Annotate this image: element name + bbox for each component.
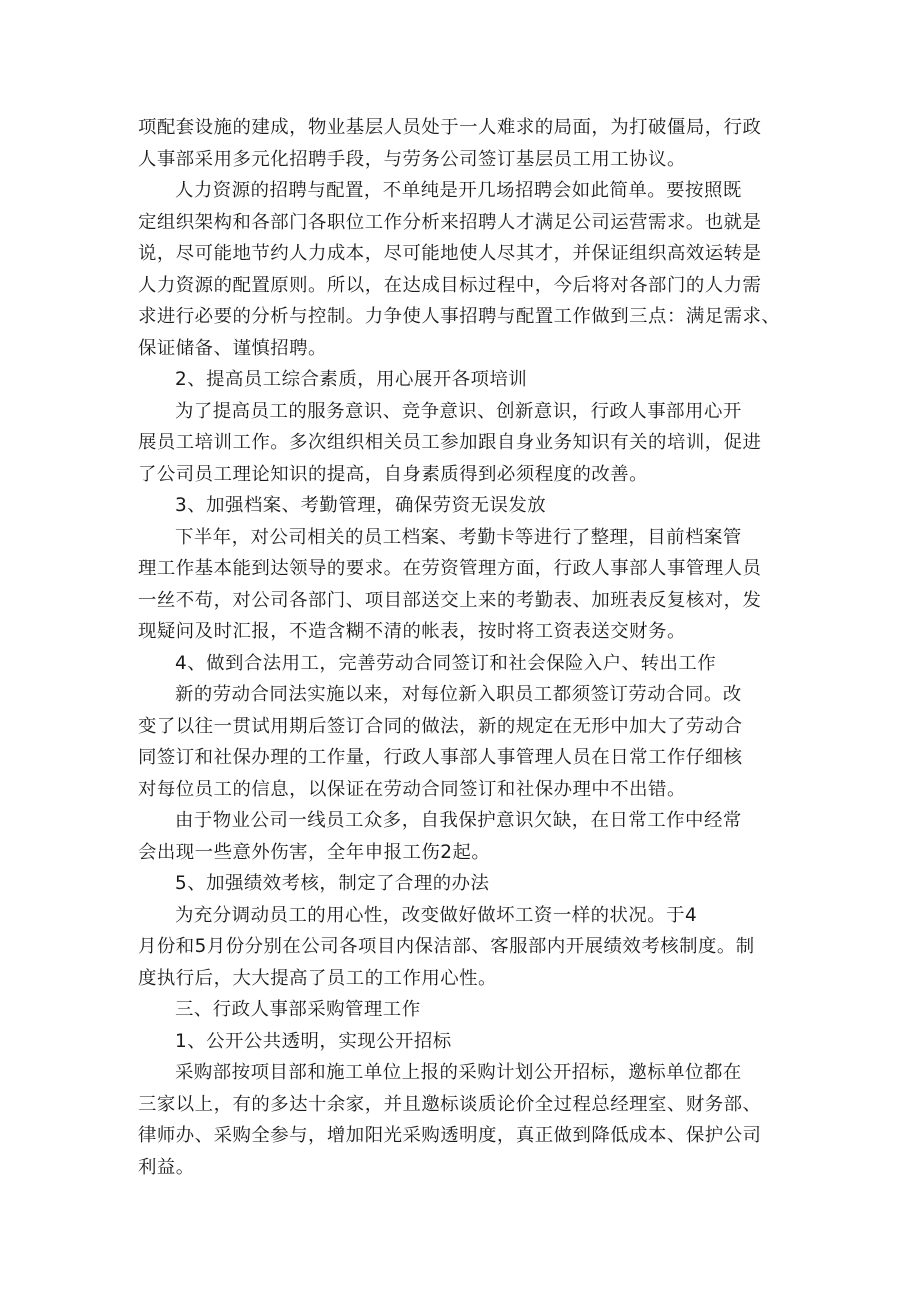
paragraph-line: 理工作基本能到达领导的要求。在劳资管理方面，行政人事部人事管理人员 — [138, 558, 762, 579]
paragraph-line: 了公司员工理论知识的提高，自身素质得到必须程度的改善。 — [138, 463, 649, 485]
paragraph — [138, 900, 790, 995]
paragraph — [138, 522, 790, 648]
paragraph — [138, 1057, 790, 1183]
section-heading: 三、行政人事部采购管理工作 — [175, 999, 421, 1020]
paragraph-line: 律师办、采购全参与，增加阳光采购透明度，真正做到降低成本、保护公司 — [138, 1125, 762, 1146]
paragraph-line: 下半年，对公司相关的员工档案、考勤卡等进行了整理，目前档案管 — [175, 526, 742, 548]
paragraph-line: 人事部采用多元化招聘手段，与劳务公司签订基层员工用工协议。 — [138, 148, 686, 170]
section-heading: 5、加强绩效考核，制定了合理的办法 — [175, 873, 490, 894]
paragraph-line: 求进行必要的分析与控制。力争使人事招聘与配置工作做到三点：满足需求、 — [138, 306, 781, 327]
paragraph-line: 采购部按项目部和施工单位上报的采购计划公开招标，邀标单位都在 — [175, 1062, 742, 1083]
paragraph-line: 由于物业公司一线员工众多，自我保护意识欠缺，在日常工作中经常 — [175, 810, 742, 831]
paragraph-line: 现疑问及时汇报，不造含糊不清的帐表，按时将工资表送交财务。 — [138, 621, 686, 642]
paragraph — [138, 396, 790, 491]
paragraph-line: 度执行后，大大提高了员工的工作用心性。 — [138, 967, 497, 989]
paragraph-line: 同签订和社保办理的工作量，行政人事部人事管理人员在日常工作仔细核 — [138, 747, 743, 768]
document-body — [138, 112, 790, 1183]
paragraph-line: 一丝不苟，对公司各部门、项目部送交上来的考勤表、加班表反复核对，发 — [138, 589, 762, 611]
paragraph-line: 变了以往一贯试用期后签订合同的做法，新的规定在无形中加大了劳动合 — [138, 715, 743, 737]
section-heading: 2、提高员工综合素质，用心展开各项培训 — [175, 369, 528, 390]
paragraph — [138, 112, 790, 175]
paragraph-line: 人力资源的配置原则。所以，在达成目标过程中，今后将对各部门的人力需 — [138, 274, 762, 296]
section-heading: 3、加强档案、考勤管理，确保劳资无误发放 — [175, 495, 547, 516]
paragraph-line: 展员工培训工作。多次组织相关员工参加跟自身业务知识有关的培训，促进 — [138, 432, 762, 453]
paragraph-line: 三家以上，有的多达十余家，并且邀标谈质论价全过程总经理室、财务部、 — [138, 1093, 762, 1115]
paragraph-line: 说，尽可能地节约人力成本，尽可能地使人尽其才，并保证组织高效运转是 — [138, 243, 762, 264]
paragraph-line: 保证储备、谨慎招聘。 — [138, 337, 327, 359]
paragraph-line: 为充分调动员工的用心性，改变做好做坏工资一样的状况。于4 — [175, 904, 698, 926]
paragraph-line: 项配套设施的建成，物业基层人员处于一人难求的局面，为打破僵局，行政 — [138, 117, 762, 138]
paragraph-line: 月份和5月份分别在公司各项目内保洁部、客服部内开展绩效考核制度。制 — [138, 936, 755, 957]
paragraph-line: 新的劳动合同法实施以来，对每位新入职员工都须签订劳动合同。改 — [175, 684, 742, 705]
paragraph — [138, 679, 790, 805]
paragraph-line: 会出现一些意外伤害，全年申报工伤2起。 — [138, 841, 491, 863]
paragraph-line: 人力资源的招聘与配置，不单纯是开几场招聘会如此简单。要按照既 — [175, 180, 742, 201]
section-heading: 1、公开公共透明，实现公开招标 — [175, 1030, 452, 1052]
paragraph — [138, 805, 790, 868]
paragraph-line: 对每位员工的信息，以保证在劳动合同签订和社保办理中不出错。 — [138, 778, 686, 800]
section-heading: 4、做到合法用工，完善劳动合同签订和社会保险入户、转出工作 — [175, 652, 717, 674]
paragraph-line: 为了提高员工的服务意识、竞争意识、创新意识，行政人事部用心开 — [175, 400, 742, 422]
paragraph-line: 利益。 — [138, 1156, 195, 1178]
paragraph — [138, 175, 790, 364]
paragraph-line: 定组织架构和各部门各职位工作分析来招聘人才满足公司运营需求。也就是 — [138, 211, 762, 233]
